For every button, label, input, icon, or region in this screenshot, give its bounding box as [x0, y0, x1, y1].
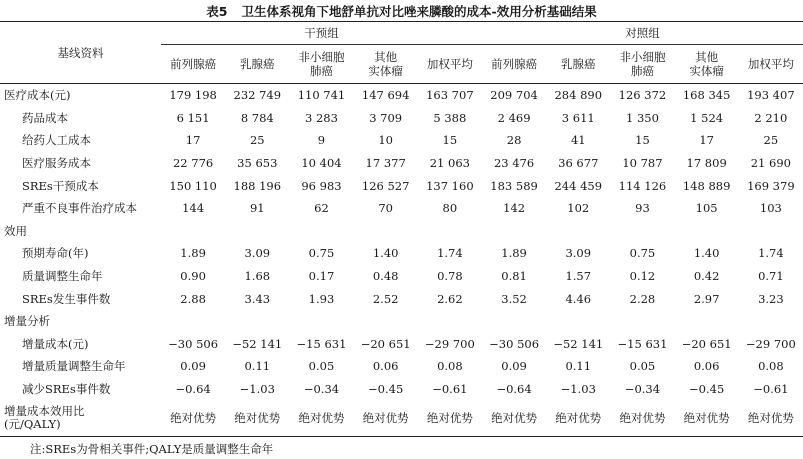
table-cell: 23 476 — [493, 156, 535, 171]
table-cell: 绝对优势 — [225, 400, 289, 437]
table-cell — [161, 220, 225, 243]
column-header: 前列腺癌 — [161, 45, 225, 84]
table-cell — [546, 310, 610, 333]
table-cell: 1.74 — [758, 246, 784, 261]
table-cell: 2.88 — [180, 291, 206, 306]
table-number: 表5 — [206, 4, 228, 19]
table-row — [0, 220, 803, 243]
table-cell: 70 — [378, 201, 393, 216]
table-row — [0, 333, 803, 356]
table-cell: −52 141 — [232, 336, 283, 351]
table-cell: 3 611 — [561, 110, 595, 125]
table-cell: 5 388 — [433, 110, 467, 125]
table-cell: 0.08 — [437, 359, 463, 374]
table-row — [0, 242, 803, 265]
table-cell: 6 151 — [176, 110, 210, 125]
table-cell: 17 809 — [686, 156, 727, 171]
table-cell: −29 700 — [424, 336, 475, 351]
table-note: 注:SREs为骨相关事件;QALY是质量调整生命年 — [30, 442, 274, 456]
column-header: 加权平均 — [418, 45, 482, 84]
table-cell: 96 983 — [301, 178, 342, 193]
table-cell: 35 653 — [237, 156, 278, 171]
table-cell: 0.17 — [308, 269, 335, 284]
table-cell — [739, 310, 803, 333]
table-cell: 1.89 — [180, 246, 206, 261]
table-cell: 142 — [503, 201, 526, 216]
table-cell: 3.52 — [501, 291, 527, 306]
table-cell: 62 — [314, 201, 329, 216]
table-row — [0, 287, 803, 310]
results-table — [0, 21, 803, 437]
table-cell — [418, 220, 482, 243]
table-cell — [482, 310, 546, 333]
table-cell: 0.08 — [758, 359, 784, 374]
table-cell — [482, 220, 546, 243]
table-cell: 3 283 — [305, 110, 338, 125]
table-cell — [546, 220, 610, 243]
table-cell: 25 — [763, 133, 779, 148]
table-cell: 0.09 — [180, 359, 206, 374]
table-cell: 0.09 — [501, 359, 527, 374]
table-cell: 17 — [699, 133, 714, 148]
table-cell: 168 345 — [682, 88, 731, 103]
table-cell: 绝对优势 — [739, 400, 803, 437]
column-header: 加权平均 — [739, 45, 803, 84]
table-cell: 148 889 — [682, 178, 731, 193]
table-cell: 10 404 — [301, 156, 342, 171]
table-cell: 232 749 — [233, 88, 282, 103]
row-label: 增量分析 — [4, 314, 50, 329]
table-cell — [354, 310, 418, 333]
column-header: 其他 实体瘤 — [675, 45, 739, 84]
table-cell: 1.89 — [501, 246, 527, 261]
table-cell: −0.64 — [175, 382, 211, 397]
row-label: 预期寿命(年) — [22, 246, 89, 261]
table-cell: 15 — [635, 133, 650, 148]
table-cell: 0.11 — [565, 359, 592, 374]
table-cell: −52 141 — [553, 336, 604, 351]
table-cell: 10 787 — [622, 156, 663, 171]
row-label: 增量成本效用比 (元/QALY) — [0, 400, 161, 437]
table-cell: 183 589 — [490, 178, 538, 193]
table-cell: 80 — [442, 201, 458, 216]
table-cell: 114 126 — [618, 178, 667, 193]
table-caption — [0, 2, 803, 20]
table-cell: 28 — [506, 133, 522, 148]
table-cell — [225, 310, 289, 333]
table-cell: −0.45 — [689, 382, 725, 397]
table-cell: 193 407 — [747, 88, 795, 103]
table-cell — [289, 310, 353, 333]
row-label: 减少SREs事件数 — [22, 382, 111, 397]
table-cell: 3 709 — [369, 110, 403, 125]
table-cell — [161, 310, 225, 333]
table-cell — [610, 310, 674, 333]
table-cell: −0.34 — [624, 382, 661, 397]
table-cell: 0.90 — [180, 269, 206, 284]
row-label: 给药人工成本 — [22, 133, 91, 148]
table-cell: 1.93 — [308, 291, 335, 306]
table-cell: 0.06 — [372, 359, 399, 374]
table-cell: −30 506 — [168, 336, 219, 351]
table-cell: 0.81 — [501, 269, 527, 284]
table-cell: 163 707 — [426, 88, 474, 103]
table-cell: 93 — [635, 201, 650, 216]
table-cell — [225, 220, 289, 243]
table-cell — [739, 220, 803, 243]
table-cell: 110 741 — [297, 88, 346, 103]
table-cell: 3.09 — [565, 246, 592, 261]
table-row — [0, 107, 803, 130]
row-label: 药品成本 — [22, 110, 68, 125]
table-cell: 绝对优势 — [418, 400, 482, 437]
table-cell: −20 651 — [360, 336, 411, 351]
table-cell: −15 631 — [617, 336, 668, 351]
table-row — [0, 355, 803, 378]
table-cell: 41 — [570, 133, 586, 148]
table-cell: −15 631 — [296, 336, 347, 351]
table-cell: 0.42 — [693, 269, 720, 284]
table-cell: 0.48 — [372, 269, 399, 284]
table-cell: 15 — [442, 133, 458, 148]
table-cell: 1.40 — [693, 246, 720, 261]
table-row — [0, 84, 803, 107]
table-cell: −0.45 — [368, 382, 404, 397]
table-row — [0, 265, 803, 288]
table-cell: 绝对优势 — [675, 400, 739, 437]
column-header: 其他 实体瘤 — [354, 45, 418, 84]
table-cell: 102 — [567, 201, 590, 216]
group-header-intervention: 干预组 — [161, 22, 482, 45]
table-row — [0, 152, 803, 175]
table-cell: 91 — [249, 201, 265, 216]
table-cell: 0.75 — [629, 246, 656, 261]
table-cell: −1.03 — [239, 382, 275, 397]
table-cell: 3.09 — [244, 246, 271, 261]
table-cell: 36 677 — [558, 156, 599, 171]
table-cell: 1.40 — [372, 246, 399, 261]
table-cell: −1.03 — [560, 382, 596, 397]
table-cell: 0.11 — [244, 359, 271, 374]
table-cell: 0.06 — [693, 359, 720, 374]
row-header-label: 基线资料 — [0, 22, 161, 84]
table-cell: 8 784 — [240, 110, 274, 125]
table-cell: 126 372 — [618, 88, 667, 103]
table-cell — [610, 220, 674, 243]
row-label: 医疗成本(元) — [4, 88, 71, 103]
table-cell: 0.75 — [308, 246, 335, 261]
table-cell: −30 506 — [489, 336, 540, 351]
table-cell: 25 — [249, 133, 265, 148]
group-header-control: 对照组 — [482, 22, 803, 45]
table-row — [0, 197, 803, 220]
table-cell — [354, 220, 418, 243]
table-body — [0, 84, 803, 437]
table-cell: −0.61 — [432, 382, 468, 397]
table-title: 卫生体系视角下地舒单抗对比唑来膦酸的成本-效用分析基础结果 — [241, 4, 597, 19]
row-label: 质量调整生命年 — [22, 269, 103, 284]
table-cell — [289, 220, 353, 243]
table-cell: 9 — [317, 133, 326, 148]
table-cell: 0.78 — [437, 269, 463, 284]
table-row — [0, 400, 803, 437]
table-cell: 2.28 — [629, 291, 656, 306]
table-cell: 17 — [185, 133, 201, 148]
table-cell: 2.97 — [693, 291, 720, 306]
row-label: SREs干预成本 — [22, 178, 99, 193]
table-cell — [675, 310, 739, 333]
table-cell: 0.71 — [758, 269, 784, 284]
table-cell: 2.52 — [372, 291, 399, 306]
table-cell: 绝对优势 — [610, 400, 674, 437]
table-cell: 103 — [759, 201, 782, 216]
table-cell: 2.62 — [437, 291, 463, 306]
table-cell: 3.43 — [244, 291, 271, 306]
table-cell: 1 350 — [625, 110, 659, 125]
table-cell: 0.05 — [308, 359, 335, 374]
table-cell: 绝对优势 — [289, 400, 353, 437]
column-header: 非小细胞 肺癌 — [610, 45, 674, 84]
table-cell: 21 690 — [750, 156, 791, 171]
table-cell: 147 694 — [361, 88, 410, 103]
table-cell: 22 776 — [172, 156, 214, 171]
table-cell — [418, 310, 482, 333]
table-cell: 4.46 — [565, 291, 592, 306]
table-cell: 105 — [695, 201, 718, 216]
row-label: 医疗服务成本 — [22, 156, 91, 171]
table-cell: 284 890 — [554, 88, 603, 103]
table-cell: 150 110 — [169, 178, 217, 193]
table-cell: 2 210 — [754, 110, 788, 125]
column-header: 乳腺癌 — [546, 45, 610, 84]
table-cell: 21 063 — [429, 156, 470, 171]
table-cell: 137 160 — [426, 178, 474, 193]
table-cell: 144 — [182, 201, 205, 216]
table-cell: 绝对优势 — [354, 400, 418, 437]
table-cell: 绝对优势 — [482, 400, 546, 437]
table-cell: 10 — [378, 133, 393, 148]
row-label: SREs发生事件数 — [22, 291, 111, 306]
column-header: 非小细胞 肺癌 — [289, 45, 353, 84]
table-cell: 2 469 — [497, 110, 531, 125]
row-label: 效用 — [4, 223, 27, 238]
table-cell: 17 377 — [365, 156, 406, 171]
row-label: 增量质量调整生命年 — [22, 359, 126, 374]
table-cell: 绝对优势 — [161, 400, 225, 437]
table-cell: −20 651 — [681, 336, 732, 351]
table-cell — [675, 220, 739, 243]
table-cell: −0.61 — [753, 382, 789, 397]
row-label: 增量成本(元) — [22, 336, 89, 351]
column-header: 前列腺癌 — [482, 45, 546, 84]
table-cell: 209 704 — [490, 88, 538, 103]
table-cell: 244 459 — [554, 178, 603, 193]
table-cell: 1.74 — [437, 246, 463, 261]
table-cell: 0.12 — [629, 269, 656, 284]
table-cell: 126 527 — [361, 178, 410, 193]
table-cell: 1.57 — [565, 269, 592, 284]
table-cell: −29 700 — [745, 336, 796, 351]
table-cell: 169 379 — [747, 178, 795, 193]
table-cell: 179 198 — [169, 88, 217, 103]
table-cell: 绝对优势 — [546, 400, 610, 437]
table-row — [0, 310, 803, 333]
table-cell: 1 524 — [690, 110, 724, 125]
table-row — [0, 174, 803, 197]
row-label: 严重不良事件治疗成本 — [22, 201, 137, 216]
table-cell: −0.34 — [303, 382, 340, 397]
table-cell: 188 196 — [233, 178, 282, 193]
table-cell: 1.68 — [244, 269, 271, 284]
table-cell: −0.64 — [496, 382, 532, 397]
table-row — [0, 129, 803, 152]
table-cell: 0.05 — [629, 359, 656, 374]
table-row — [0, 378, 803, 401]
table-cell: 3.23 — [758, 291, 784, 306]
column-header: 乳腺癌 — [225, 45, 289, 84]
